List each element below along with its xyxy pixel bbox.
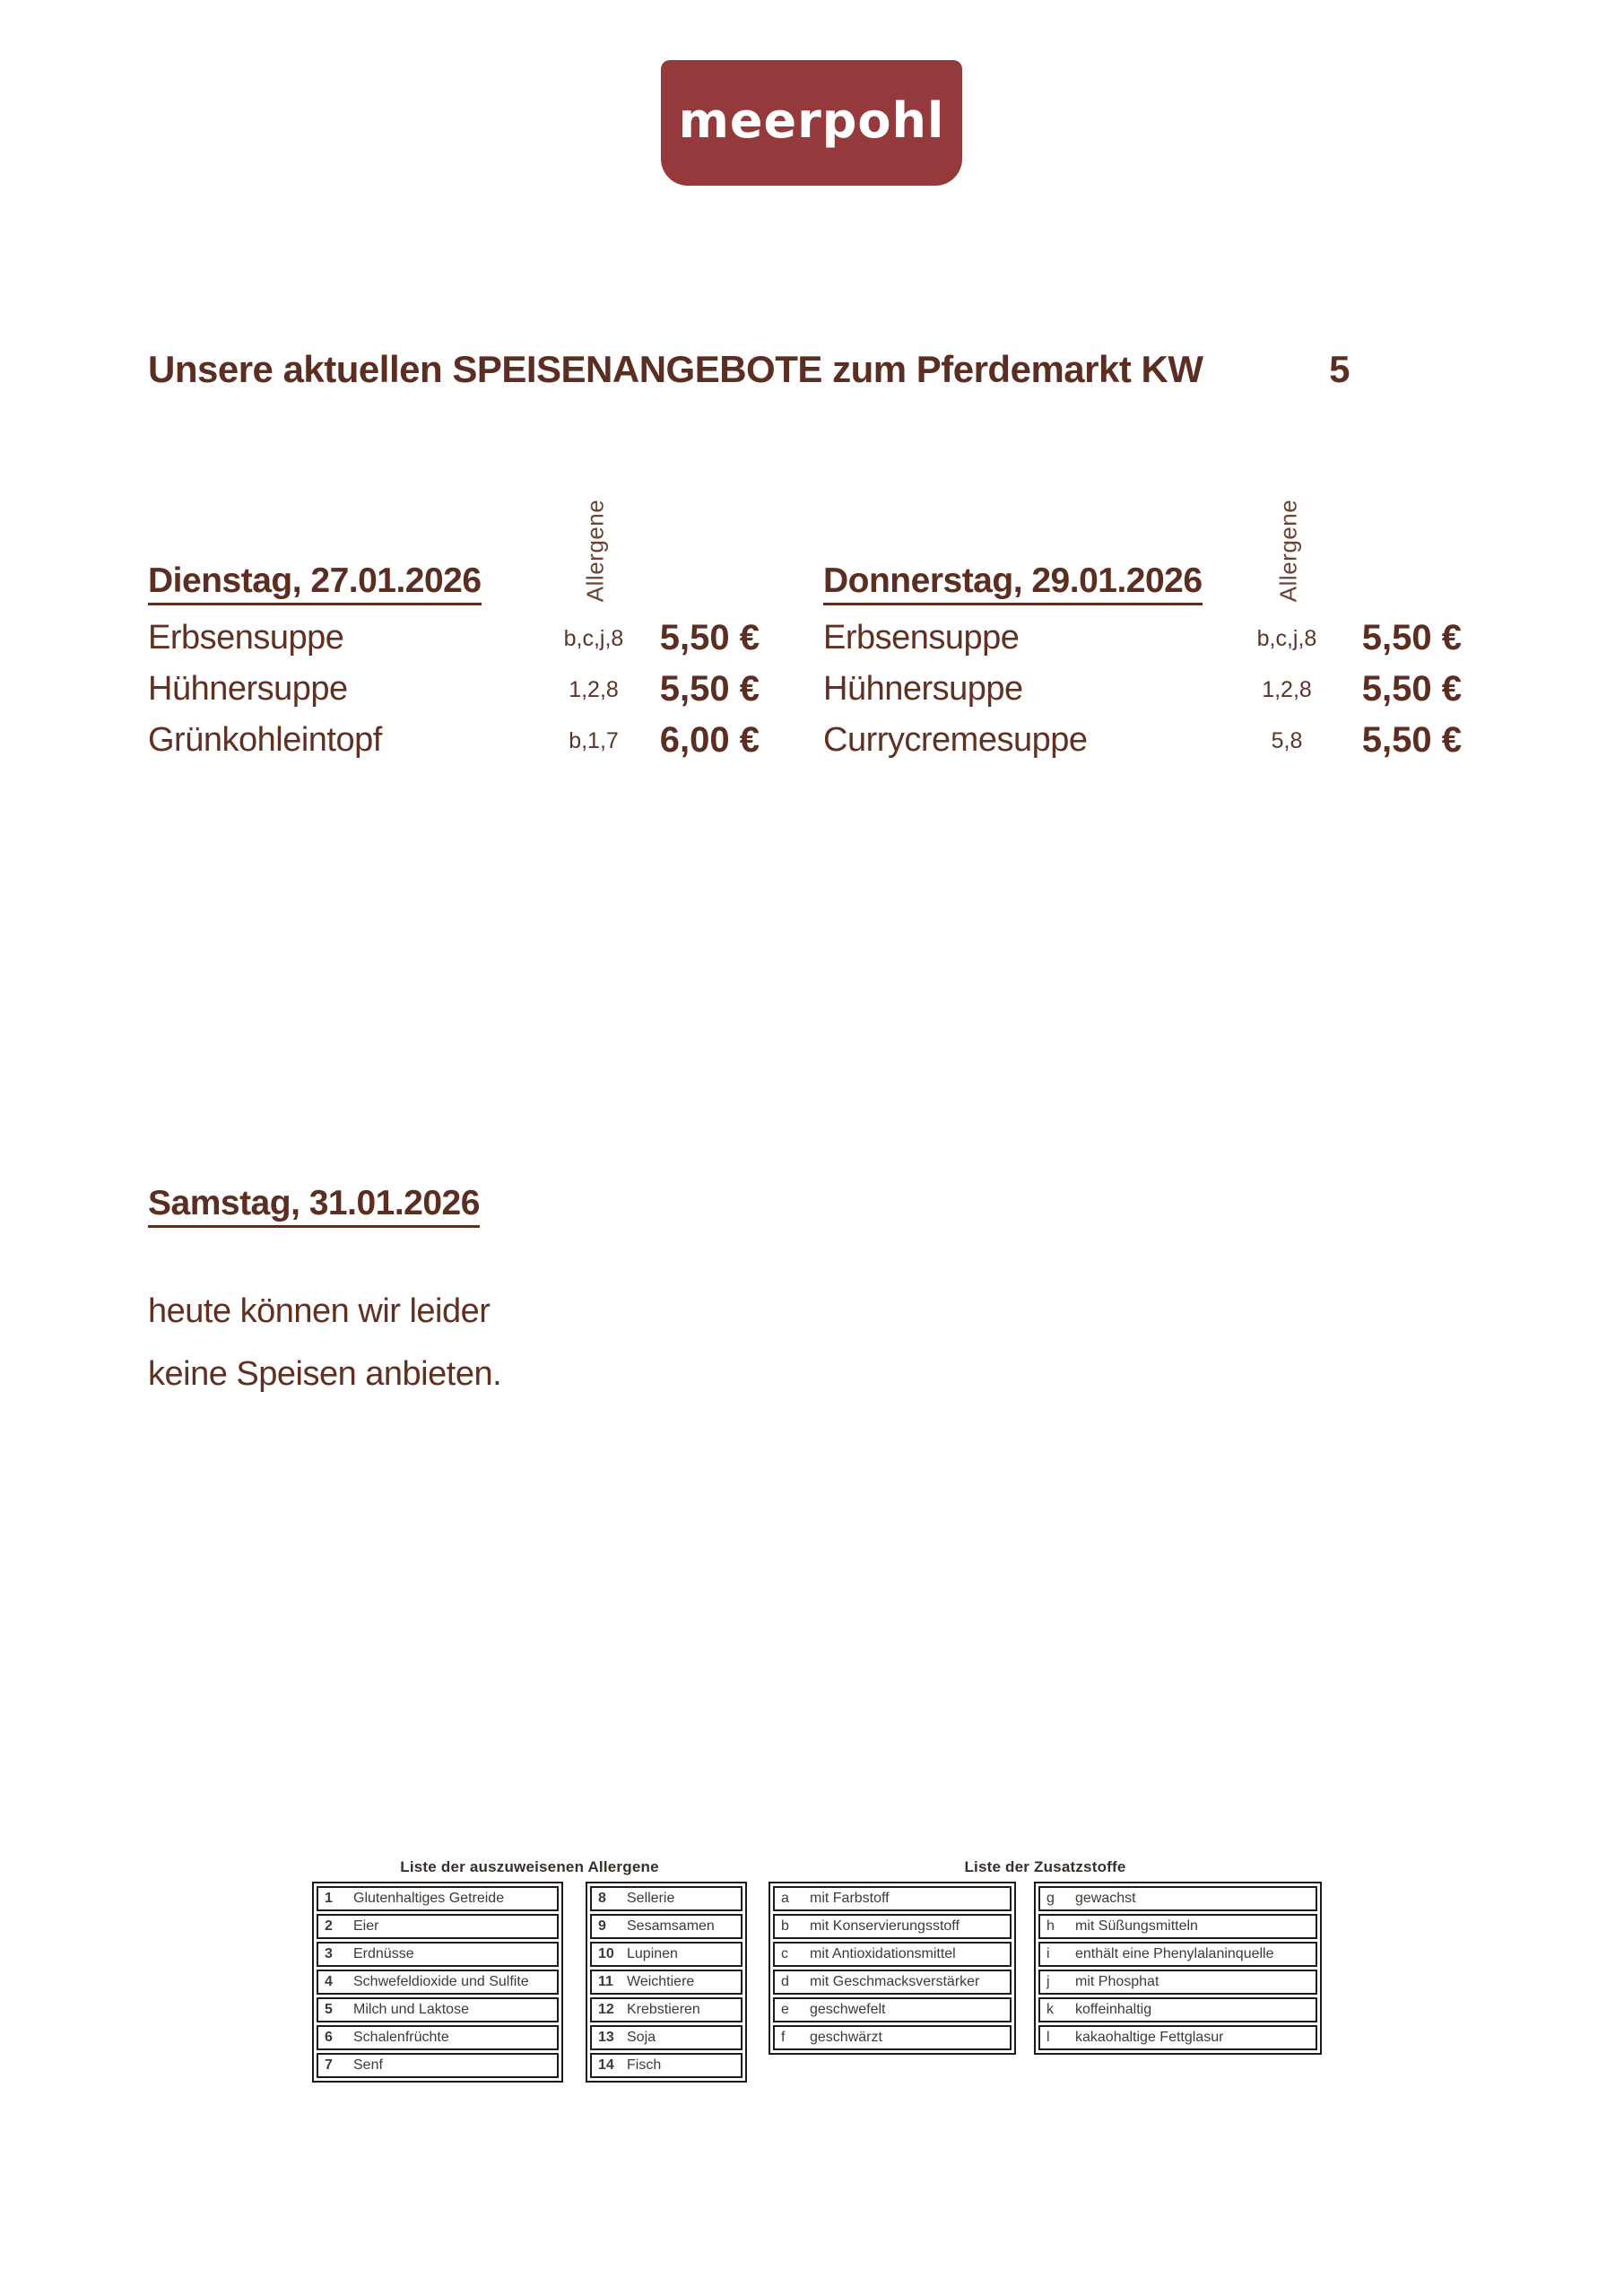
dish-name: Hühnersuppe <box>148 669 348 708</box>
dish-price: 5,50 € <box>1361 668 1462 709</box>
row-label: Sesamsamen <box>627 1918 715 1934</box>
row-label: mit Antioxidationsmittel <box>810 1946 956 1961</box>
closed-day-line: heute können wir leider <box>148 1292 491 1330</box>
table-row <box>590 2025 743 2050</box>
dish-allergens: b,c,j,8 <box>563 625 624 651</box>
additive-table-col1 <box>769 1882 1016 2055</box>
row-label: Krebstieren <box>627 2002 700 2017</box>
table-row <box>317 1886 559 1911</box>
dish-name: Grünkohleintopf <box>148 720 382 759</box>
row-label: mit Farbstoff <box>810 1891 890 1906</box>
dish-price: 5,50 € <box>1361 617 1462 657</box>
table-row <box>317 1970 559 1995</box>
closed-day-section <box>148 1186 501 1405</box>
table-row <box>590 1942 743 1967</box>
dish-name: Erbsensuppe <box>148 618 344 657</box>
row-id: i <box>1046 1946 1050 1961</box>
row-id: l <box>1046 2030 1050 2045</box>
dish-row <box>148 664 760 715</box>
dish-row <box>148 613 760 664</box>
row-label: Sellerie <box>627 1891 675 1906</box>
table-row <box>773 1914 1012 1939</box>
dish-price: 6,00 € <box>659 719 760 760</box>
row-label: geschwärzt <box>810 2030 882 2045</box>
row-label: Erdnüsse <box>353 1946 414 1961</box>
row-id: 13 <box>598 2030 614 2045</box>
row-id: a <box>781 1891 789 1906</box>
table-row <box>317 1997 559 2022</box>
closed-day-text <box>148 1280 501 1405</box>
page-title-row <box>148 348 1350 391</box>
row-id: 8 <box>598 1891 606 1906</box>
row-label: Eier <box>353 1918 379 1934</box>
row-label: kakaohaltige Fettglasur <box>1075 2030 1224 2045</box>
table-row <box>317 2025 559 2050</box>
row-label: geschwefelt <box>810 2002 886 2017</box>
day-header: Dienstag, 27.01.2026 <box>148 563 482 605</box>
table-row <box>1038 1997 1317 2022</box>
page-title: Unsere aktuellen SPEISENANGEBOTE zum Pferdemarkt KW <box>148 348 1203 390</box>
allergen-table-col1 <box>312 1882 563 2083</box>
meerpohl-logo <box>661 60 962 186</box>
dish-name: Hühnersuppe <box>823 669 1023 708</box>
row-id: h <box>1046 1918 1055 1934</box>
additive-table-col2 <box>1034 1882 1322 2055</box>
row-label: gewachst <box>1075 1891 1136 1906</box>
row-label: Schwefeldioxide und Sulfite <box>353 1974 529 1989</box>
table-row <box>1038 2025 1317 2050</box>
dish-allergens: b,c,j,8 <box>1256 625 1317 651</box>
row-id: 12 <box>598 2002 614 2017</box>
table-row <box>773 1970 1012 1995</box>
row-label: mit Süßungsmitteln <box>1075 1918 1198 1934</box>
closed-day-header: Samstag, 31.01.2026 <box>148 1186 480 1228</box>
dish-row <box>148 715 760 766</box>
row-id: d <box>781 1974 789 1989</box>
dish-name: Erbsensuppe <box>823 618 1020 657</box>
table-row <box>1038 1886 1317 1911</box>
dish-allergens: b,1,7 <box>569 727 619 753</box>
row-label: Soja <box>627 2030 656 2045</box>
legend-tables <box>312 1858 1322 2092</box>
table-row <box>317 2053 559 2078</box>
row-label: Glutenhaltiges Getreide <box>353 1891 505 1906</box>
row-id: 6 <box>325 2030 333 2045</box>
table-row <box>1038 1970 1317 1995</box>
row-label: Lupinen <box>627 1946 678 1961</box>
row-id: f <box>781 2030 786 2045</box>
closed-day-line: keine Speisen anbieten. <box>148 1354 502 1393</box>
row-id: 11 <box>598 1974 613 1989</box>
row-label: mit Geschmacksverstärker <box>810 1974 980 1989</box>
table-row <box>1038 1942 1317 1967</box>
table-row <box>590 2053 743 2078</box>
menu-rows <box>823 613 1462 766</box>
row-id: 14 <box>598 2057 614 2073</box>
dish-allergens: 1,2,8 <box>1262 676 1312 702</box>
row-label: Weichtiere <box>627 1974 695 1989</box>
day-column-dienstag <box>148 563 760 766</box>
row-id: 3 <box>325 1946 333 1961</box>
row-id: 2 <box>325 1918 333 1934</box>
allergene-column-label-left: Allergene <box>581 499 609 603</box>
dish-price: 5,50 € <box>659 668 760 709</box>
row-id: 1 <box>325 1891 333 1906</box>
table-row <box>317 1914 559 1939</box>
row-id: 10 <box>598 1946 614 1961</box>
table-row <box>590 1914 743 1939</box>
row-id: b <box>781 1918 789 1934</box>
dish-price: 5,50 € <box>1361 719 1462 760</box>
table-row <box>590 1997 743 2022</box>
additive-table-title: Liste der Zusatzstoffe <box>964 1858 1126 1875</box>
row-id: 9 <box>598 1918 606 1934</box>
allergene-column-label-right: Allergene <box>1274 499 1302 603</box>
dish-allergens: 5,8 <box>1271 727 1303 753</box>
table-row <box>590 1886 743 1911</box>
row-id: 5 <box>325 2002 333 2017</box>
row-id: g <box>1046 1891 1055 1906</box>
table-row <box>1038 1914 1317 1939</box>
row-label: mit Konservierungsstoff <box>810 1918 960 1934</box>
table-row <box>773 1997 1012 2022</box>
day-column-donnerstag <box>823 563 1462 766</box>
row-label: mit Phosphat <box>1075 1974 1159 1989</box>
row-label: Schalenfrüchte <box>353 2030 449 2045</box>
menu-rows <box>148 613 760 766</box>
allergen-table-title: Liste der auszuweisenen Allergene <box>400 1858 659 1875</box>
table-row <box>590 1970 743 1995</box>
row-id: c <box>781 1946 788 1961</box>
day-header: Donnerstag, 29.01.2026 <box>823 563 1203 605</box>
row-id: k <box>1046 2002 1054 2017</box>
week-number: 5 <box>1329 348 1350 390</box>
row-label: enthält eine Phenylalaninquelle <box>1075 1946 1274 1961</box>
dish-name: Currycremesuppe <box>823 720 1088 759</box>
dish-allergens: 1,2,8 <box>569 676 619 702</box>
row-label: Fisch <box>627 2057 662 2073</box>
dish-row <box>823 613 1462 664</box>
row-id: e <box>781 2002 789 2017</box>
row-id: 4 <box>325 1974 333 1989</box>
row-id: 7 <box>325 2057 333 2073</box>
row-id: j <box>1046 1974 1050 1989</box>
dish-row <box>823 664 1462 715</box>
table-row <box>773 1942 1012 1967</box>
row-label: Milch und Laktose <box>353 2002 469 2017</box>
table-row <box>773 2025 1012 2050</box>
dish-price: 5,50 € <box>659 617 760 657</box>
row-label: koffeinhaltig <box>1075 2002 1152 2017</box>
row-label: Senf <box>353 2057 383 2073</box>
table-row <box>317 1942 559 1967</box>
allergen-table-col2 <box>586 1882 747 2083</box>
logo-text: meerpohl <box>678 91 945 149</box>
table-row <box>773 1886 1012 1911</box>
dish-row <box>823 715 1462 766</box>
